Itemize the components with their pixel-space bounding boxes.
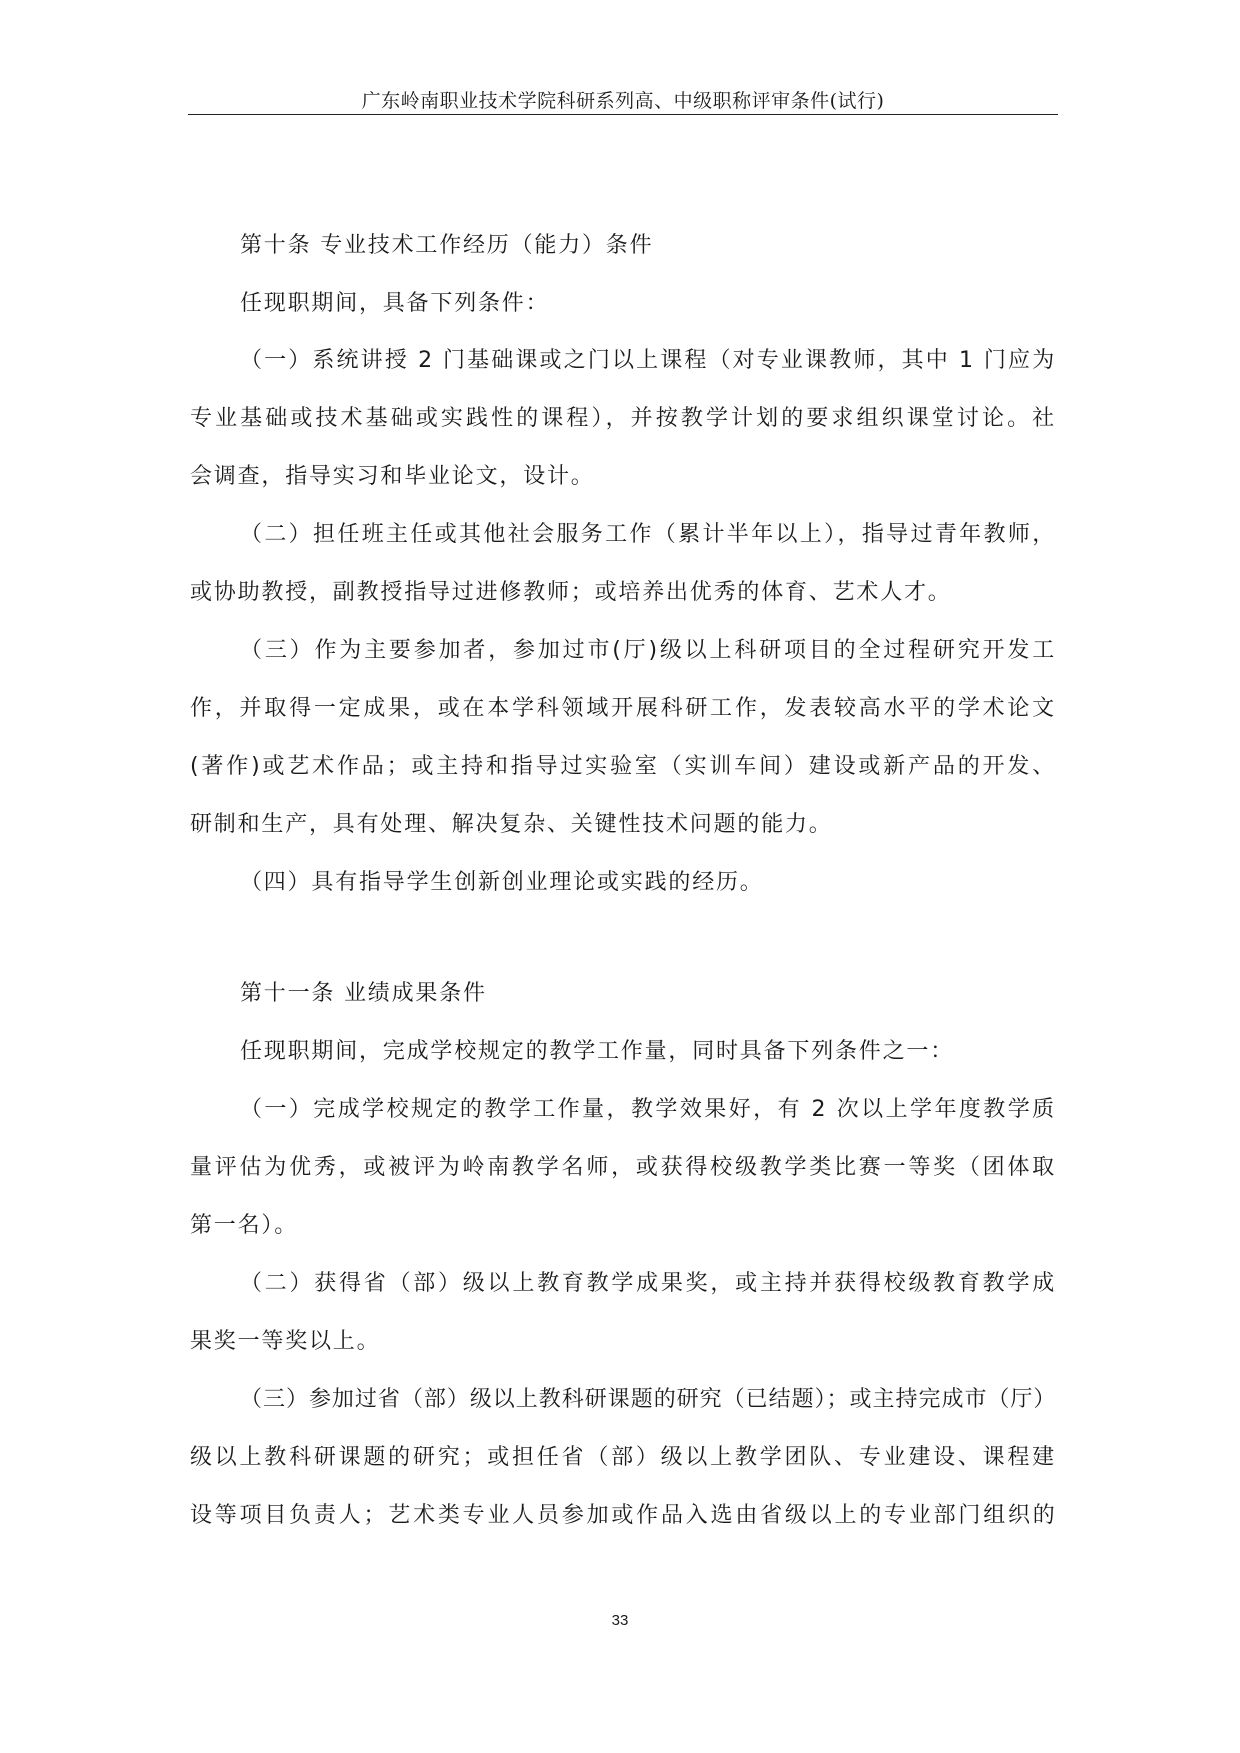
section-heading: 第十条 专业技术工作经历（能力）条件 — [240, 233, 654, 258]
paragraph-line: 会调查，指导实习和毕业论文，设计。 — [190, 464, 595, 489]
paragraph-line: 作，并取得一定成果，或在本学科领域开展科研工作，发表较高水平的学术论文 — [190, 696, 1056, 721]
header-rule — [188, 114, 1058, 115]
paragraph-line: 任现职期间，具备下列条件： — [240, 291, 550, 316]
paragraph-line: 量评估为优秀，或被评为岭南教学名师，或获得校级教学类比赛一等奖（团体取 — [190, 1155, 1056, 1180]
running-header: 广东岭南职业技术学院科研系列高、中级职称评审条件(试行) — [361, 90, 885, 112]
paragraph-line: （三）参加过省（部）级以上教科研课题的研究（已结题）；或主持完成市（厅） — [240, 1387, 1056, 1412]
page-number: 33 — [611, 1612, 629, 1629]
paragraph-line: （二）获得省（部）级以上教育教学成果奖，或主持并获得校级教育教学成 — [240, 1271, 1056, 1296]
paragraph-line: （二）担任班主任或其他社会服务工作（累计半年以上），指导过青年教师， — [240, 522, 1056, 547]
paragraph-line: 专业基础或技术基础或实践性的课程），并按教学计划的要求组织课堂讨论。社 — [190, 406, 1056, 431]
paragraph-line: 任现职期间，完成学校规定的教学工作量，同时具备下列条件之一： — [240, 1039, 955, 1064]
paragraph-line: （四）具有指导学生创新创业理论或实践的经历。 — [240, 870, 764, 895]
paragraph-line: (著作)或艺术作品；或主持和指导过实验室（实训车间）建设或新产品的开发、 — [190, 754, 1056, 779]
paragraph-line: （一）系统讲授 2 门基础课或之门以上课程（对专业课教师，其中 1 门应为 — [240, 348, 1056, 373]
paragraph-line: （三）作为主要参加者，参加过市(厅)级以上科研项目的全过程研究开发工 — [240, 638, 1056, 663]
section-heading: 第十一条 业绩成果条件 — [240, 981, 487, 1006]
paragraph-line: 果奖一等奖以上。 — [190, 1329, 381, 1354]
paragraph-line: 或协助教授，副教授指导过进修教师；或培养出优秀的体育、艺术人才。 — [190, 580, 952, 605]
paragraph-line: 研制和生产，具有处理、解决复杂、关键性技术问题的能力。 — [190, 812, 833, 837]
paragraph-line: 第一名）。 — [190, 1213, 299, 1238]
paragraph-line: （一）完成学校规定的教学工作量，教学效果好，有 2 次以上学年度教学质 — [240, 1097, 1056, 1122]
paragraph-line: 设等项目负责人；艺术类专业人员参加或作品入选由省级以上的专业部门组织的 — [190, 1503, 1056, 1528]
paragraph-line: 级以上教科研课题的研究；或担任省（部）级以上教学团队、专业建设、课程建 — [190, 1445, 1056, 1470]
